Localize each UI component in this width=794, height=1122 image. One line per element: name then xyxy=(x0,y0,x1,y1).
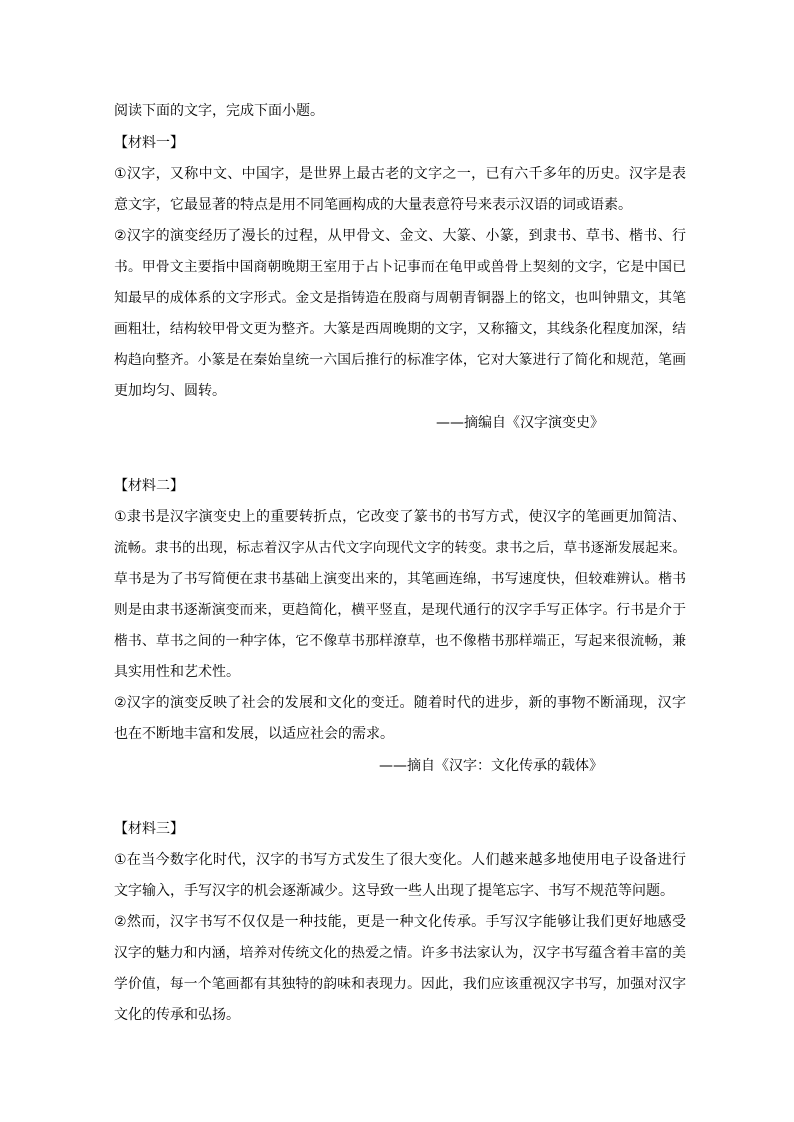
material2-line: 流畅。隶书的出现，标志着汉字从古代文字向现代文字的转变。隶书之后，草书逐渐发展起来。 xyxy=(114,540,686,556)
material3-line: 汉字的魅力和内涵，培养对传统文化的热爱之情。许多书法家认为，汉字书写蕴含着丰富的美 xyxy=(114,945,686,961)
material1-heading: 【材料一】 xyxy=(114,135,184,151)
material3-line: 学价值，每一个笔画都有其独特的韵味和表现力。因此，我们应该重视汉字书写，加强对汉字 xyxy=(114,976,686,992)
material2-line: 则是由隶书逐渐演变而来，更趋简化，横平竖直，是现代通行的汉字手写正体字。行书是介于 xyxy=(114,602,686,618)
intro-text: 阅读下面的文字，完成下面小题。 xyxy=(114,103,324,119)
material3-line: ①在当今数字化时代，汉字的书写方式发生了很大变化。人们越来越多地使用电子设备进行 xyxy=(114,852,686,868)
material1-source: ——摘编自《汉字演变史》 xyxy=(436,415,604,431)
material2-line: 楷书、草书之间的一种字体，它不像草书那样潦草，也不像楷书那样端正，写起来很流畅，兼 xyxy=(114,633,686,649)
material1-line: ②汉字的演变经历了漫长的过程，从甲骨文、金文、大篆、小篆，到隶书、草书、楷书、行 xyxy=(114,228,686,244)
material1-line: 书。甲骨文主要指中国商朝晚期王室用于占卜记事而在龟甲或兽骨上契刻的文字，它是中国已 xyxy=(114,259,686,275)
material1-line: 知最早的成体系的文字形式。金文是指铸造在殷商与周朝青铜器上的铭文，也叫钟鼎文，其笔 xyxy=(114,290,686,306)
material2-line: 也在不断地丰富和发展，以适应社会的需求。 xyxy=(114,726,394,742)
material1-line: 意文字，它最显著的特点是用不同笔画构成的大量表意符号来表示汉语的词或语素。 xyxy=(114,197,632,213)
material3-line: 文字输入，手写汉字的机会逐渐减少。这导致一些人出现了提笔忘字、书写不规范等问题。 xyxy=(114,883,674,899)
material2-line: 草书是为了书写简便在隶书基础上演变出来的，其笔画连绵，书写速度快，但较难辨认。楷书 xyxy=(114,571,686,587)
material3-line: ②然而，汉字书写不仅仅是一种技能，更是一种文化传承。手写汉字能够让我们更好地感受 xyxy=(114,914,686,930)
material2-line: 具实用性和艺术性。 xyxy=(114,664,240,680)
material2-heading: 【材料二】 xyxy=(114,478,184,494)
material3-heading: 【材料三】 xyxy=(114,821,184,837)
material3-line: 文化的传承和弘扬。 xyxy=(114,1007,240,1023)
material1-line: 画粗壮，结构较甲骨文更为整齐。大篆是西周晚期的文字，又称籀文，其线条化程度加深，结 xyxy=(114,321,686,337)
material1-line: 更加均匀、圆转。 xyxy=(114,383,226,399)
material2-line: ②汉字的演变反映了社会的发展和文化的变迁。随着时代的进步，新的事物不断涌现，汉字 xyxy=(114,695,686,711)
material2-line: ①隶书是汉字演变史上的重要转折点，它改变了篆书的书写方式，使汉字的笔画更加简洁、 xyxy=(114,509,686,525)
material1-line: 构趋向整齐。小篆是在秦始皇统一六国后推行的标准字体，它对大篆进行了简化和规范，笔画 xyxy=(114,352,686,368)
material1-line: ①汉字，又称中文、中国字，是世界上最古老的文字之一，已有六千多年的历史。汉字是表 xyxy=(114,166,686,182)
material2-source: ——摘自《汉字：文化传承的载体》 xyxy=(379,758,603,774)
